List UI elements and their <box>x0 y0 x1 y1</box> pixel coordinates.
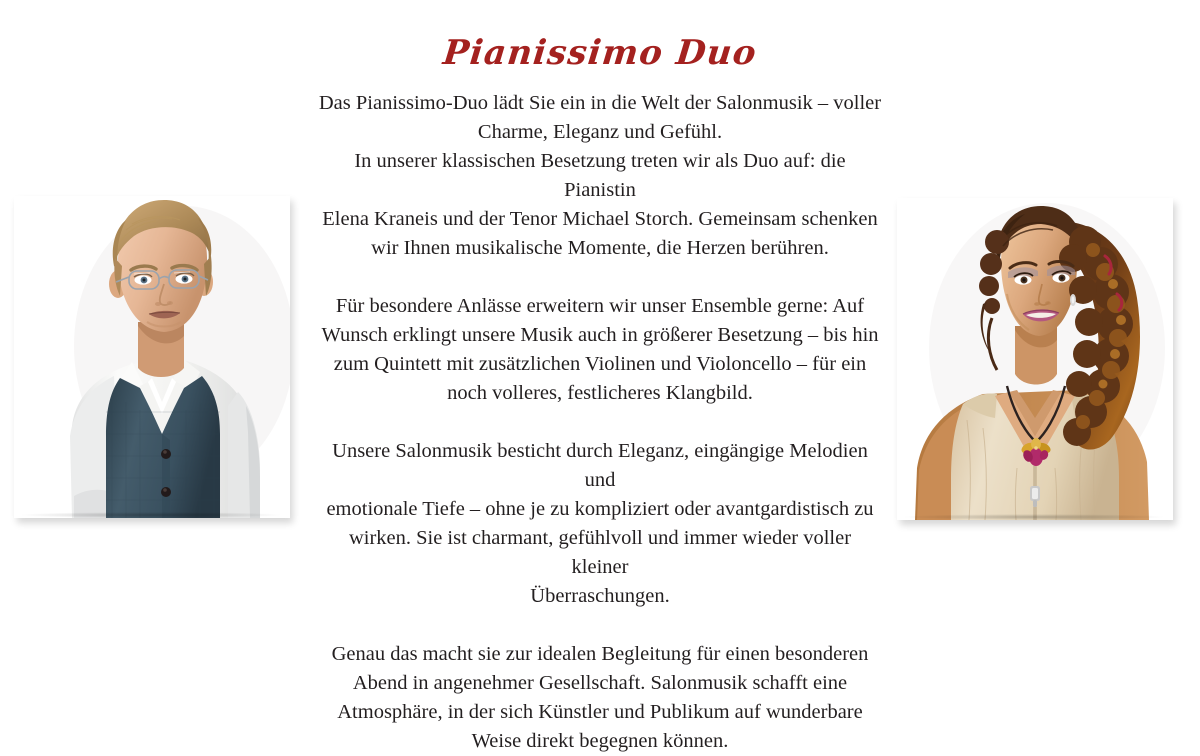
portrait-woman-illustration <box>897 198 1173 520</box>
paragraph-3-line-3: wirken. Sie ist charmant, gefühlvoll und immer wieder voller kleiner <box>348 527 852 578</box>
paragraph-3 <box>318 437 882 611</box>
body-copy <box>318 89 882 756</box>
paragraph-3-line-1: Unsere Salonmusik besticht durch Eleganz, eingängige Melodien und <box>332 440 868 491</box>
page-title: Pianissimo Duo <box>441 33 759 73</box>
paragraph-2 <box>318 292 882 408</box>
portrait-photo-left <box>14 196 290 518</box>
paragraph-4-line-2: Abend in angenehmer Gesellschaft. Salonmusik schafft eine <box>352 672 848 694</box>
paragraph-2-line-4: noch volleres, festlicheres Klangbild. <box>447 382 753 404</box>
paragraph-2-line-3: zum Quintett mit zusätzlichen Violinen und Violoncello – für ein <box>333 353 867 375</box>
portrait-man-illustration <box>14 196 290 518</box>
paragraph-2-line-1: Für besondere Anlässe erweitern wir unser Ensemble gerne: Auf <box>335 295 865 317</box>
paragraph-4-line-3: Atmosphäre, in der sich Künstler und Publikum auf wunderbare <box>337 701 863 723</box>
paragraph-1-line-1: Das Pianissimo-Duo lädt Sie ein in die Welt der Salonmusik – voller <box>318 92 882 114</box>
paragraph-1-line-2: Charme, Eleganz und Gefühl. <box>477 121 723 143</box>
paragraph-4-line-1: Genau das macht sie zur idealen Begleitung für einen besonderen <box>331 643 869 665</box>
paragraph-1-line-3: In unserer klassischen Besetzung treten wir als Duo auf: die Pianistin <box>354 150 846 201</box>
paragraph-4 <box>318 640 882 756</box>
paragraph-1-line-4: Elena Kraneis und der Tenor Michael Storch. Gemeinsam schenken <box>322 208 878 230</box>
paragraph-3-line-4: Überraschungen. <box>530 585 670 607</box>
paragraph-1-line-5: wir Ihnen musikalische Momente, die Herzen berühren. <box>371 237 829 259</box>
paragraph-3-line-2: emotionale Tiefe – ohne je zu kompliziert oder avantgardistisch zu <box>326 498 874 520</box>
portrait-photo-right <box>897 198 1173 520</box>
earring <box>1070 294 1076 306</box>
paragraph-4-line-4: Weise direkt begegnen können. <box>471 730 729 752</box>
paragraph-1 <box>318 89 882 263</box>
paragraph-2-line-2: Wunsch erklingt unsere Musik auch in größerer Besetzung – bis hin <box>321 324 879 346</box>
